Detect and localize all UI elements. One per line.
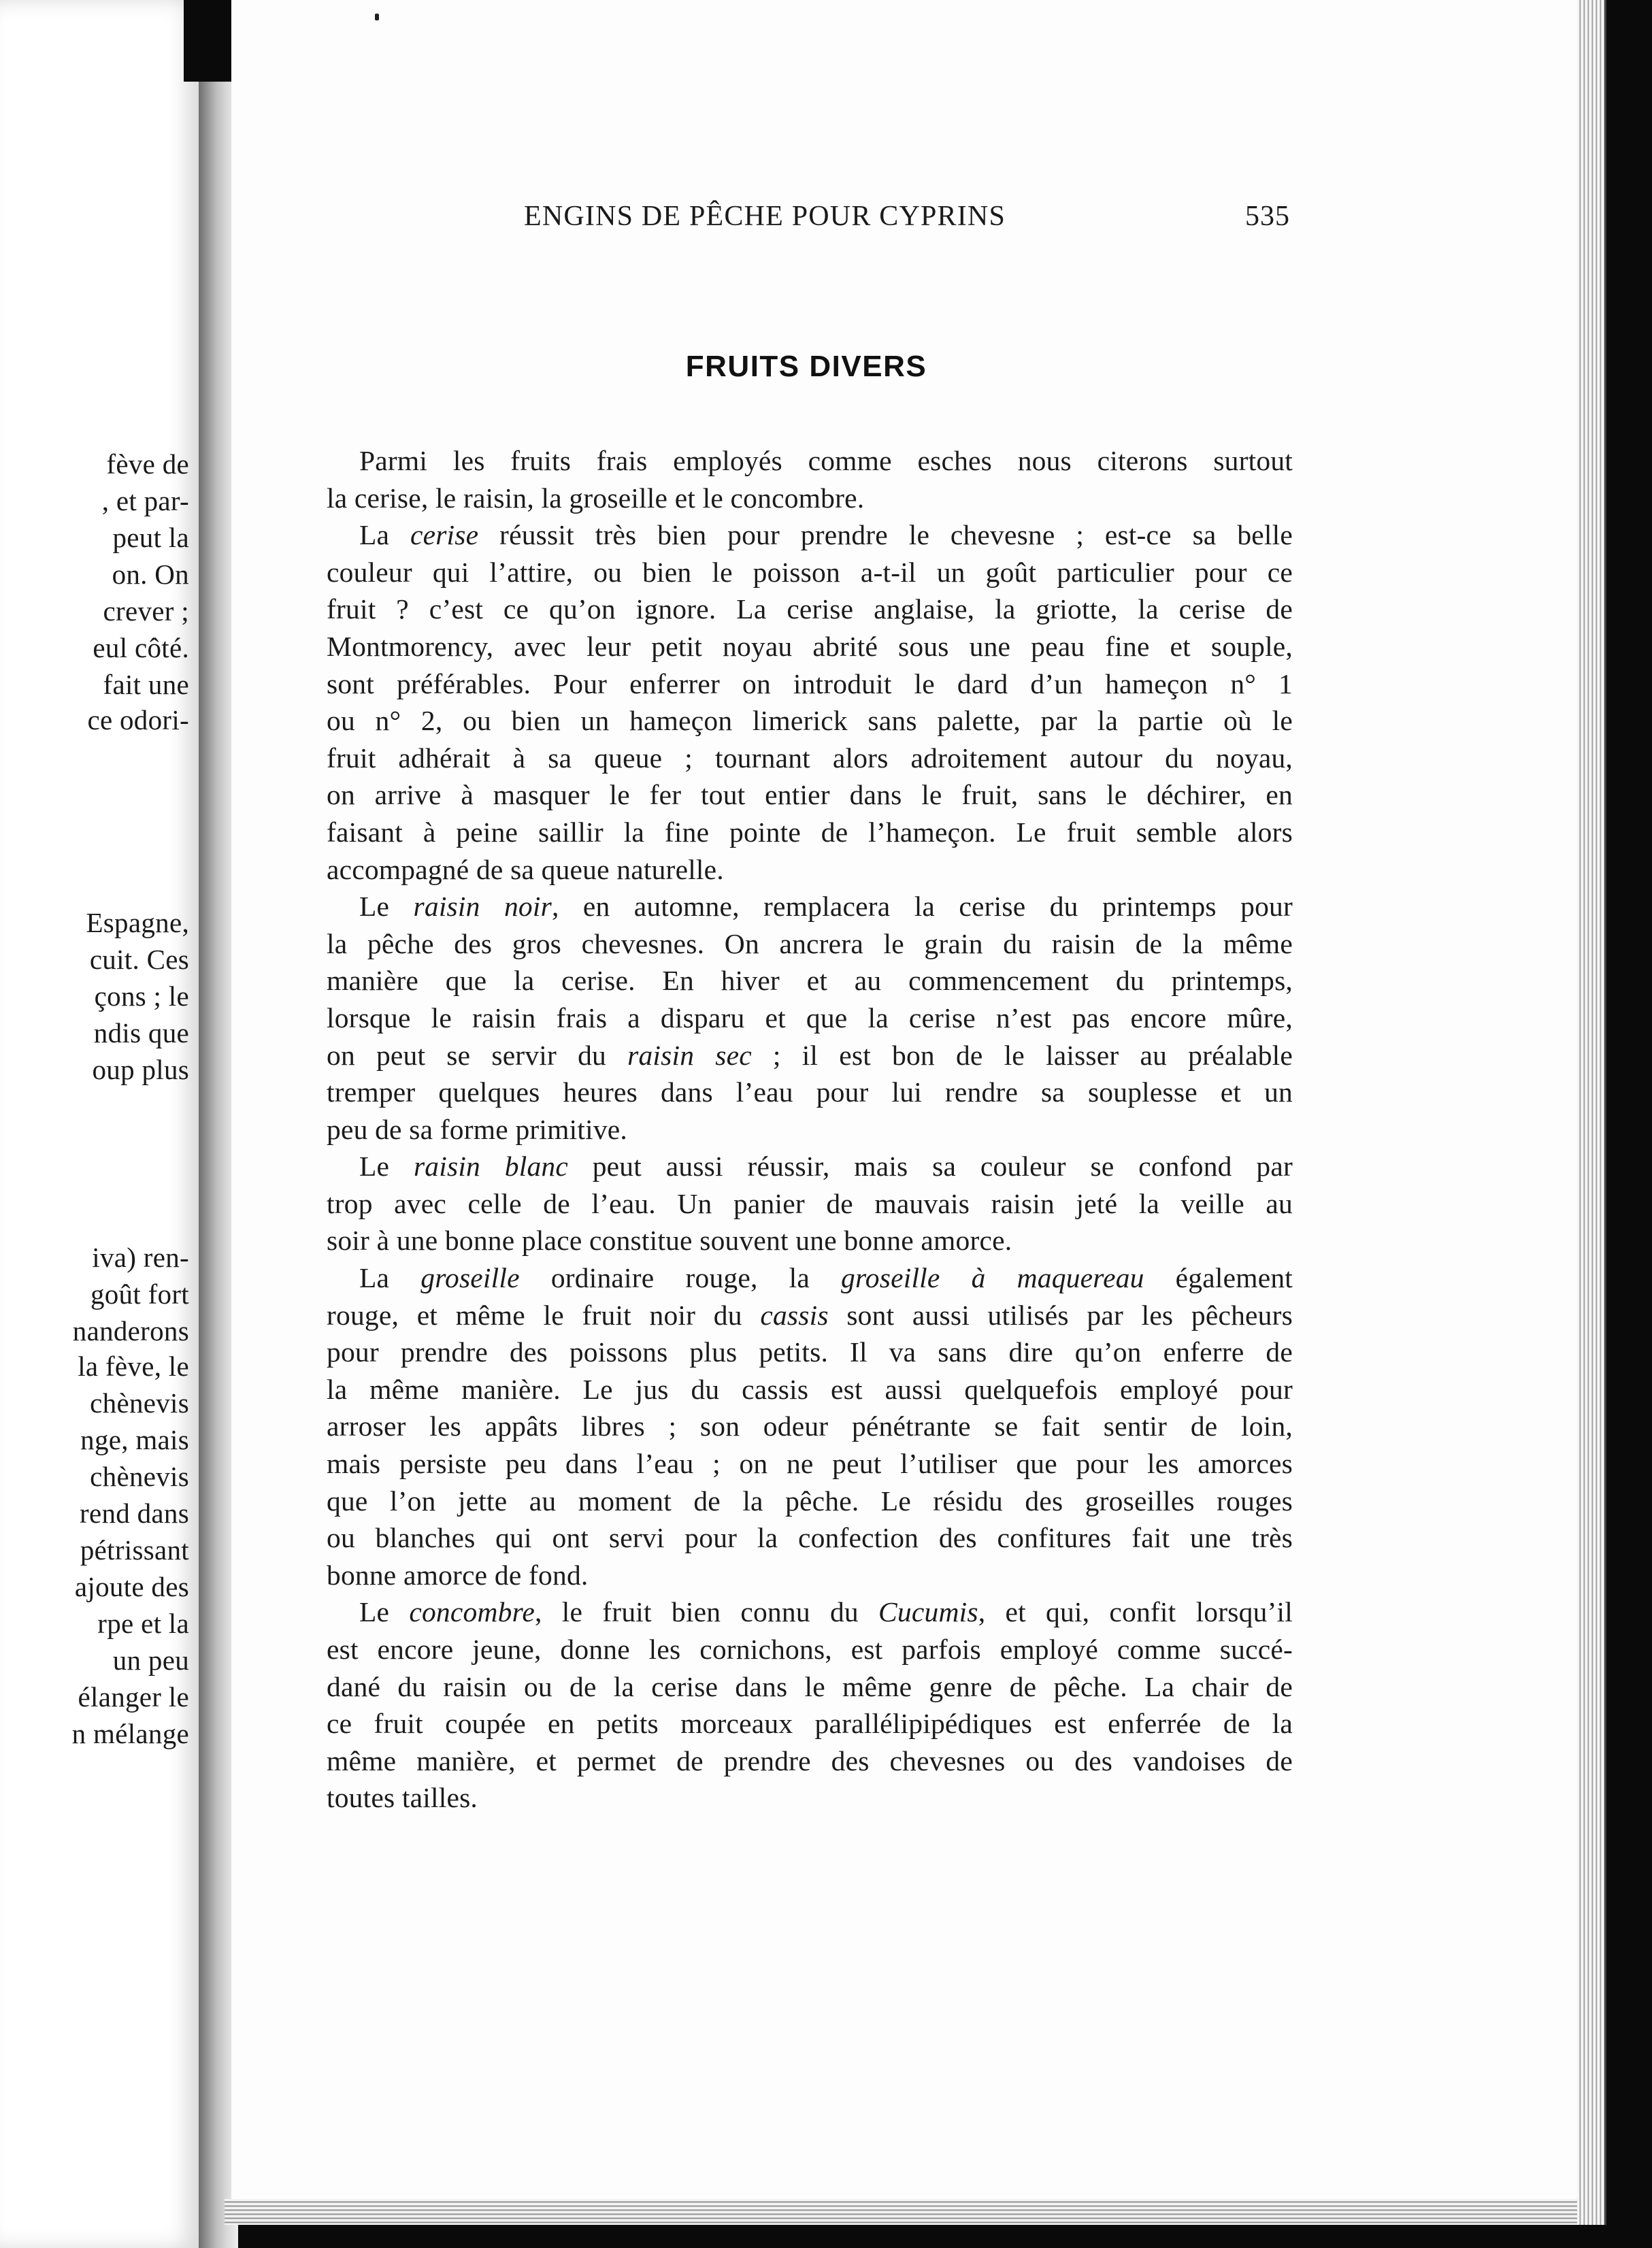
text-run: ou blanches qui ont servi pour la confection des confitures fait une très [327, 1522, 1293, 1554]
text-run: arroser les appâts libres ; son odeur pénétrante se fait sentir de loin, [327, 1410, 1293, 1442]
left-page-line: goût fort [90, 1278, 189, 1310]
text-line [327, 1705, 1293, 1742]
left-page-line: fait une [103, 669, 189, 700]
text-line [327, 554, 1293, 591]
text-line [327, 1742, 1293, 1780]
left-page-line: rpe et la [97, 1608, 189, 1639]
text-line [327, 888, 1293, 925]
section-title: FRUITS DIVERS [685, 350, 927, 383]
text-line [327, 925, 1293, 963]
page-bottom-edge [225, 2199, 1599, 2225]
text-run: tremper quelques heures dans l’eau pour lui rendre sa souplesse et un [327, 1076, 1293, 1108]
left-page-line: la fève, le [78, 1351, 189, 1382]
left-page-line: peut la [112, 522, 189, 553]
left-page-line: chènevis [90, 1461, 189, 1492]
text-run: bonne amorce de fond. [327, 1559, 589, 1591]
text-run: Le [359, 891, 414, 923]
text-run: on arrive à masquer le fer tout entier dans le fruit, sans le déchirer, en [327, 779, 1293, 811]
left-page-line: ndis que [93, 1017, 189, 1048]
italic-term: Cucumis [878, 1596, 978, 1628]
left-page-line: fève de [106, 448, 189, 480]
text-run: la même manière. Le jus du cassis est aussi quelquefois employé pour [327, 1373, 1293, 1405]
left-page-line: iva) ren- [92, 1242, 189, 1273]
text-run: ce fruit coupée en petits morceaux parallélipipédiques est enferrée de la [327, 1708, 1293, 1740]
left-page-line: pétrissant [80, 1534, 189, 1566]
left-page-line: ce odori- [87, 704, 189, 735]
ink-speck [375, 14, 379, 20]
italic-term: raisin sec [627, 1039, 752, 1071]
left-page-line: crever ; [103, 595, 189, 627]
text-line [327, 665, 1293, 703]
left-page-line: on. On [112, 559, 189, 590]
text-line [327, 1445, 1293, 1483]
text-run: peu de sa forme primitive. [327, 1113, 627, 1145]
text-line [327, 962, 1293, 999]
text-line [327, 1222, 1293, 1259]
italic-term: raisin noir [413, 891, 552, 923]
text-run: accompagné de sa queue naturelle. [327, 853, 724, 885]
italic-term: groseille [420, 1262, 520, 1294]
text-run: manière que la cerise. En hiver et au commencement du printemps, [327, 965, 1293, 997]
running-head: ENGINS DE PÊCHE POUR CYPRINS [524, 201, 1006, 232]
text-line [327, 1074, 1293, 1111]
text-run: lorsque le raisin frais a disparu et que la cerise n’est pas encore mûre, [327, 1002, 1293, 1034]
text-run: ou n° 2, ou bien un hameçon limerick sans palette, par la partie où le [327, 705, 1293, 737]
text-line [327, 1148, 1293, 1185]
text-line [327, 1557, 1293, 1594]
text-run: fruit ? c’est ce qu’on ignore. La cerise anglaise, la griotte, la cerise de [327, 593, 1293, 625]
text-line [327, 628, 1293, 665]
text-run: ordinaire rouge, la [519, 1262, 842, 1294]
text-line [327, 1185, 1293, 1223]
left-page-line: un peu [112, 1644, 189, 1676]
text-line [327, 740, 1293, 777]
page-number: 535 [1245, 201, 1290, 232]
text-line [327, 999, 1293, 1037]
text-line [327, 1408, 1293, 1445]
text-line [327, 702, 1293, 740]
text-line [327, 1519, 1293, 1557]
text-line [327, 480, 1293, 517]
left-page-line: élanger le [78, 1681, 189, 1713]
left-page-line: rend dans [80, 1498, 189, 1529]
text-run: La [359, 519, 410, 551]
italic-term: cassis [760, 1299, 829, 1331]
left-page-line: , et par- [101, 485, 189, 516]
text-line [327, 1111, 1293, 1148]
left-page-line: nanderons [72, 1315, 189, 1346]
italic-term: concombre [409, 1596, 535, 1628]
text-run: est encore jeune, donne les cornichons, est parfois employé comme succé- [327, 1634, 1293, 1665]
text-run: faisant à peine saillir la fine pointe de l’hameçon. Le fruit semble alors [327, 816, 1293, 848]
text-run: sont préférables. Pour enferrer on introduit le dard d’un hameçon n° 1 [327, 667, 1293, 699]
text-run: La [359, 1262, 421, 1294]
text-line [327, 591, 1293, 628]
left-page-line: oup plus [92, 1054, 189, 1085]
text-run: Parmi les fruits frais employés comme esches nous citerons surtout [359, 445, 1293, 476]
text-run: trop avec celle de l’eau. Un panier de mauvais raisin jeté la veille au [327, 1187, 1293, 1219]
italic-term: raisin blanc [413, 1151, 568, 1183]
text-line [327, 1483, 1293, 1520]
italic-term: cerise [410, 519, 479, 551]
text-run: que l’on jette au moment de la pêche. Le résidu des groseilles rouges [327, 1485, 1293, 1517]
text-line [327, 516, 1293, 554]
text-line [327, 442, 1293, 480]
text-run: Le [359, 1151, 414, 1183]
text-line [327, 1037, 1293, 1074]
text-run: réussit très bien pour prendre le chevesne ; est-ce sa belle [478, 519, 1293, 551]
left-page-line: çons ; le [94, 980, 189, 1012]
text-run: la cerise, le raisin, la groseille et le concombre. [327, 482, 865, 514]
text-run: , et qui, confit lorsqu’il [978, 1596, 1293, 1628]
text-run: dané du raisin ou de la cerise dans le même genre de pêche. La chair de [327, 1670, 1293, 1702]
text-run: pour prendre des poissons plus petits. Il va sans dire qu’on enferre de [327, 1336, 1293, 1368]
text-run: fruit adhérait à sa queue ; tournant alors adroitement autour du noyau, [327, 742, 1293, 774]
text-run: , en automne, remplacera la cerise du printemps pour [551, 891, 1293, 923]
left-page-line: chènevis [90, 1387, 189, 1419]
text-run: ; il est bon de le laisser au préalable [751, 1039, 1293, 1071]
text-line [327, 1631, 1293, 1668]
text-line [327, 1668, 1293, 1706]
left-page-line: cuit. Ces [89, 944, 189, 975]
text-run: la pêche des gros chevesnes. On ancrera le grain du raisin de la même [327, 927, 1293, 959]
text-line [327, 1334, 1293, 1371]
text-run: Montmorency, avec leur petit noyau abrité sous une peau fine et souple, [327, 630, 1293, 662]
text-run: on peut se servir du [327, 1039, 628, 1071]
text-line [327, 1371, 1293, 1408]
left-page-line: Espagne, [86, 907, 189, 938]
left-page-line: nge, mais [80, 1424, 189, 1455]
text-line [327, 851, 1293, 889]
left-page [0, 0, 199, 2248]
text-run: toutes tailles. [327, 1782, 478, 1814]
text-run: même manière, et permet de prendre des chevesnes ou des vandoises de [327, 1745, 1293, 1776]
text-run: soir à une bonne place constitue souvent une bonne amorce. [327, 1225, 1012, 1257]
page-edges [1577, 0, 1606, 2225]
text-run: mais persiste peu dans l’eau ; on ne peut l’utiliser que pour les amorces [327, 1448, 1293, 1480]
text-line [327, 1593, 1293, 1631]
text-line [327, 1259, 1293, 1297]
text-run: rouge, et même le fruit noir du [327, 1299, 761, 1331]
text-line [327, 814, 1293, 851]
text-run: peut aussi réussir, mais sa couleur se confond par [567, 1151, 1293, 1183]
text-run: sont aussi utilisés par les pêcheurs [828, 1299, 1293, 1331]
text-line [327, 1297, 1293, 1334]
text-run: également [1144, 1262, 1293, 1294]
left-page-line: n mélange [71, 1718, 189, 1749]
text-line [327, 776, 1293, 814]
text-run: couleur qui l’attire, ou bien le poisson a-t-il un goût particulier pour ce [327, 556, 1293, 588]
text-run: Le [359, 1596, 410, 1628]
italic-term: groseille à maquereau [841, 1262, 1144, 1294]
body-text [327, 442, 1293, 1817]
text-line [327, 1779, 1293, 1817]
left-page-line: ajoute des [74, 1571, 189, 1602]
gutter-shadow [184, 0, 233, 82]
left-page-line: eul côté. [93, 632, 189, 663]
text-run: , le fruit bien connu du [535, 1596, 879, 1628]
